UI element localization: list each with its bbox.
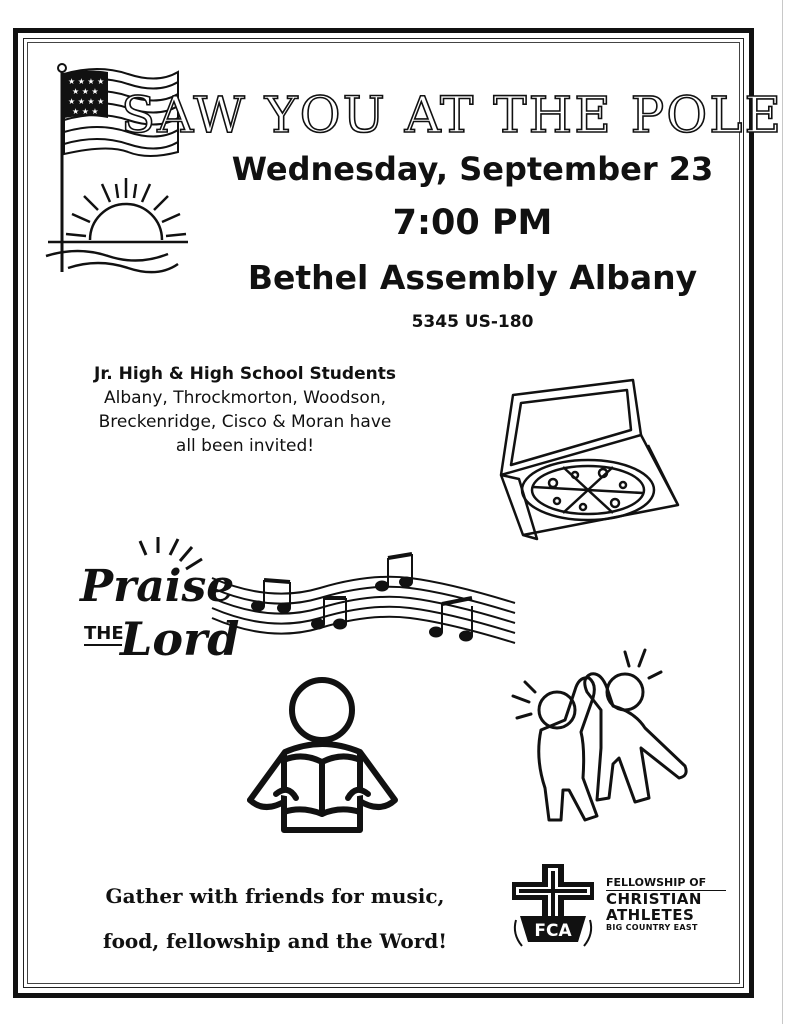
- fca-line4: BIG COUNTRY EAST: [606, 923, 698, 932]
- audience-heading: Jr. High & High School Students: [94, 364, 396, 384]
- lord-word: Lord: [120, 612, 240, 666]
- event-date: Wednesday, September 23: [231, 150, 714, 188]
- fca-emblem-text: FCA: [534, 921, 572, 941]
- fca-line3: ATHLETES: [606, 906, 695, 924]
- gather-message: [55, 874, 495, 964]
- svg-text:★ ★ ★: ★ ★ ★: [72, 107, 99, 116]
- svg-text:★ ★ ★ ★: ★ ★ ★ ★: [68, 77, 105, 86]
- audience-line: all been invited!: [175, 436, 315, 456]
- music-staff-icon: [210, 548, 520, 663]
- pizza-box-icon: [493, 375, 683, 550]
- fca-cross-icon: [508, 860, 598, 950]
- svg-text:★ ★ ★: ★ ★ ★: [72, 87, 99, 96]
- headline-text: SAW YOU AT THE POLE: [121, 86, 783, 144]
- gather-line: Gather with friends for music,: [105, 884, 445, 908]
- gather-line: food, fellowship and the Word!: [102, 929, 447, 953]
- reader-icon: [240, 672, 405, 832]
- event-time: 7:00 PM: [392, 203, 553, 243]
- fca-line2: CHRISTIAN: [606, 890, 702, 908]
- audience-line: Albany, Throckmorton, Woodson,: [103, 388, 386, 408]
- svg-text:★ ★ ★ ★: ★ ★ ★ ★: [68, 97, 105, 106]
- audience-line: Breckenridge, Cisco & Moran have: [98, 412, 392, 432]
- fca-wordmark: [606, 876, 726, 932]
- event-venue: Bethel Assembly Albany: [247, 258, 698, 297]
- praise-word: Praise: [80, 561, 235, 612]
- scan-edge-line: [782, 0, 783, 1024]
- headline: [121, 82, 783, 144]
- event-address: 5345 US-180: [411, 312, 534, 332]
- the-word: THE: [84, 623, 124, 644]
- praise-the-lord-art: [78, 535, 240, 675]
- high-five-icon: [505, 648, 695, 828]
- fca-line1: FELLOWSHIP OF: [606, 876, 726, 891]
- audience-block: [50, 362, 440, 458]
